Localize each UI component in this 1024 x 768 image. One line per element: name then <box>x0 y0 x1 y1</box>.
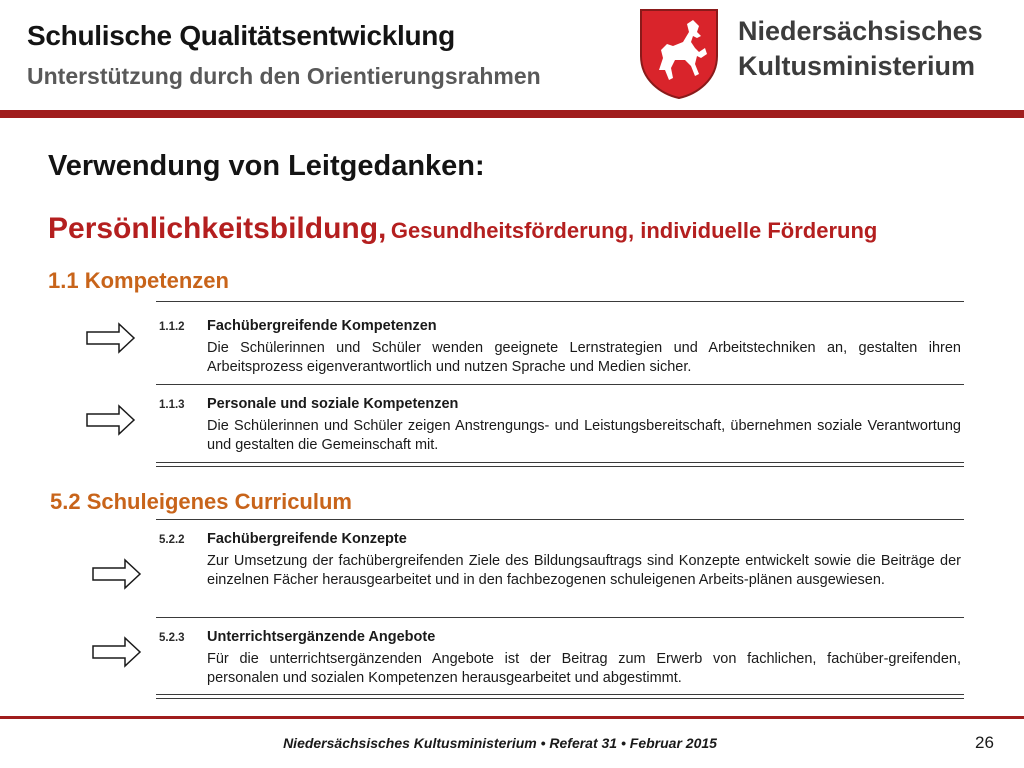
header-divider <box>0 110 1024 118</box>
entry-text: Die Schülerinnen und Schüler wenden geeignete Lernstrategien und Arbeitstechniken an, gestalten ihren Arbeitsprozess eigenverantwortlich und nutzen Sprache und Medien sicher. <box>207 340 961 375</box>
footer-text: Niedersächsisches Kultusministerium • Referat 31 • Februar 2015 <box>283 735 717 751</box>
entry-title: Unterrichtsergänzende Angebote <box>207 629 436 645</box>
logo-text-line2: Kultusministerium <box>738 51 976 81</box>
themes-main: Persönlichkeitsbildung, <box>48 212 387 245</box>
logo-text-line1: Niedersächsisches <box>738 16 983 46</box>
logo-text <box>738 14 983 84</box>
right-arrow-icon <box>92 558 142 590</box>
right-arrow-icon <box>86 404 136 436</box>
themes-line <box>48 212 877 246</box>
entry-number: 1.1.2 <box>159 321 185 333</box>
themes-rest: Gesundheitsförderung, individuelle Förderung <box>390 218 878 243</box>
entry-number: 5.2.3 <box>159 632 185 644</box>
entry-number: 1.1.3 <box>159 399 185 411</box>
divider <box>156 301 964 302</box>
entry-number: 5.2.2 <box>159 534 185 546</box>
header-subtitle: Unterstützung durch den Orientierungsrahmen <box>27 63 541 89</box>
entry-text: Zur Umsetzung der fachübergreifenden Ziele des Bildungsauftrags sind Konzepte entwickelt sowie die Beiträge der einzelnen Fächer herausgearbeitet und in den fachbezogenen schuleigenen Arbeits-plänen ausgewiesen. <box>207 553 961 588</box>
entry-text: Für die unterrichtsergänzenden Angebote ist der Beitrag zum Erwerb von fachlichen, fachüber-greifenden, personalen und sozialen Kompetenzen herausgearbeitet und abgestimmt. <box>207 651 961 686</box>
entry-title: Fachübergreifende Konzepte <box>207 531 407 547</box>
divider <box>156 384 964 385</box>
entry-text: Die Schülerinnen und Schüler zeigen Anstrengungs- und Leistungsbereitschaft, übernehmen soziale Verantwortung und gestalten die Gemeinschaft mit. <box>207 418 961 453</box>
right-arrow-icon <box>86 322 136 354</box>
entry-title: Personale und soziale Kompetenzen <box>207 396 459 412</box>
document-excerpt-kompetenzen <box>156 301 964 469</box>
section-heading-curriculum: 5.2 Schuleigenes Curriculum <box>50 489 352 514</box>
slide-heading: Verwendung von Leitgedanken: <box>48 150 485 182</box>
right-arrow-icon <box>92 636 142 668</box>
divider <box>156 462 964 467</box>
footer-divider <box>0 716 1024 719</box>
divider <box>156 519 964 520</box>
lower-saxony-horse-shield-icon <box>639 8 719 100</box>
entry-title: Fachübergreifende Kompetenzen <box>207 318 437 334</box>
document-excerpt-curriculum <box>156 519 964 699</box>
divider <box>156 617 964 618</box>
page-number: 26 <box>975 733 994 752</box>
section-heading-kompetenzen: 1.1 Kompetenzen <box>48 268 229 293</box>
header-title: Schulische Qualitätsentwicklung <box>27 20 455 51</box>
divider <box>156 694 964 699</box>
